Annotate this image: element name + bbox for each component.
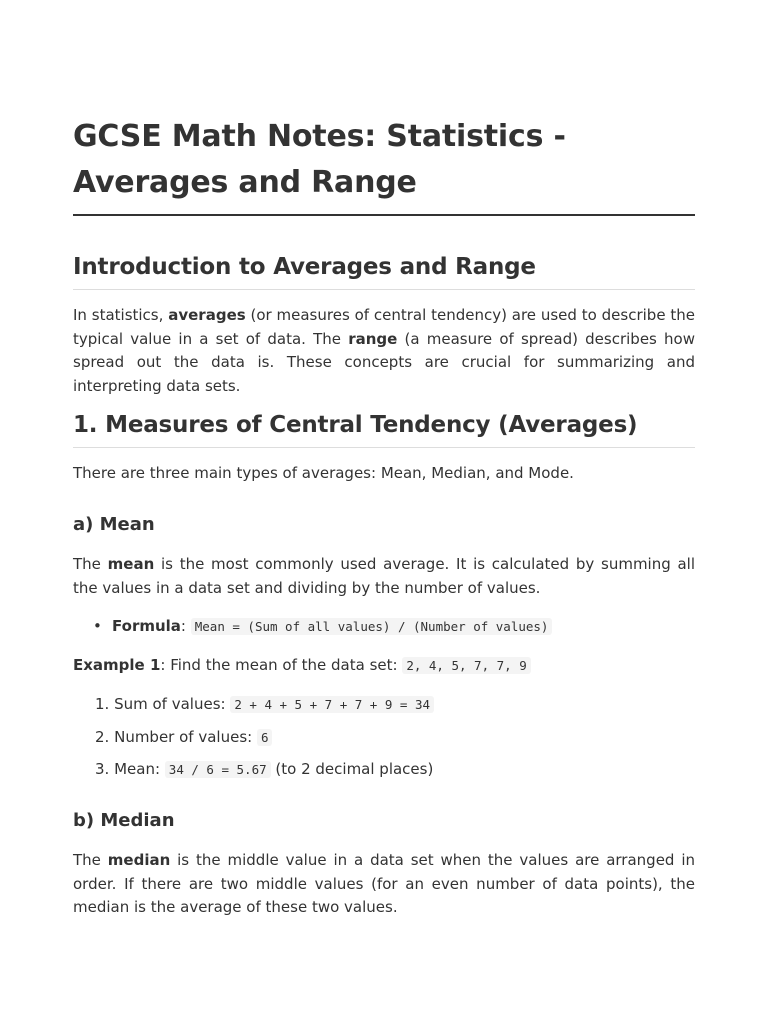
step-number: 1. <box>95 695 110 713</box>
intro-text-3: (a measure of spread) describes how spread out the data is. These concepts are crucial for summarizing and interpreting data sets. <box>73 329 695 395</box>
mean-heading: a) Mean <box>73 514 155 535</box>
step-code: 6 <box>257 729 273 746</box>
step-3 <box>95 757 433 782</box>
document-title: GCSE Math Notes: Statistics - Averages and Range <box>73 119 566 200</box>
median-term: median <box>107 851 171 869</box>
mean-paragraph <box>73 553 695 600</box>
section1-lead: There are three main types of averages: Mean, Median, and Mode. <box>73 464 574 482</box>
section1-divider <box>73 447 695 448</box>
step-code: 2 + 4 + 5 + 7 + 7 + 9 = 34 <box>230 696 434 713</box>
step-1 <box>95 692 434 717</box>
intro-divider <box>73 289 695 290</box>
intro-text-1: In statistics, <box>73 306 169 324</box>
section1-heading: 1. Measures of Central Tendency (Averages) <box>73 412 638 438</box>
step-code: 34 / 6 = 5.67 <box>165 761 271 778</box>
median-heading: b) Median <box>73 810 175 831</box>
bullet-marker: • <box>93 617 102 635</box>
example-text: : Find the mean of the data set: <box>160 656 403 674</box>
formula-bullet <box>112 614 552 639</box>
mean-text-2: is the most commonly used average. It is calculated by summing all the values in a data set and dividing by the number of values. <box>73 555 696 597</box>
example-1 <box>73 653 531 678</box>
intro-paragraph <box>73 304 695 398</box>
median-text-2: is the middle value in a data set when the values are arranged in order. If there are two middle values (for an even number of data points), the median is the average of these two values. <box>73 851 695 916</box>
step-2 <box>95 725 272 750</box>
step-number: 3. <box>95 760 110 778</box>
formula-sep: : <box>180 617 191 635</box>
step-text: Sum of values: <box>114 695 231 713</box>
median-text-1: The <box>73 851 108 869</box>
step-text: Number of values: <box>114 728 257 746</box>
example-data-code: 2, 4, 5, 7, 7, 9 <box>402 657 530 674</box>
step-suffix: (to 2 decimal places) <box>270 760 434 778</box>
mean-text-1: The <box>73 555 108 573</box>
intro-text-2: (or measures of central tendency) are used to describe the typical value in a set of data. The <box>73 306 695 348</box>
title-divider <box>73 214 695 216</box>
intro-heading: Introduction to Averages and Range <box>73 254 536 280</box>
mean-term: mean <box>107 555 155 573</box>
step-number: 2. <box>95 728 110 746</box>
step-text: Mean: <box>114 760 165 778</box>
averages-term: averages <box>168 306 246 324</box>
example-label: Example 1 <box>73 656 161 674</box>
median-paragraph <box>73 849 695 920</box>
formula-label: Formula <box>112 617 181 635</box>
formula-code: Mean = (Sum of all values) / (Number of values) <box>191 618 553 635</box>
range-term: range <box>348 329 398 348</box>
